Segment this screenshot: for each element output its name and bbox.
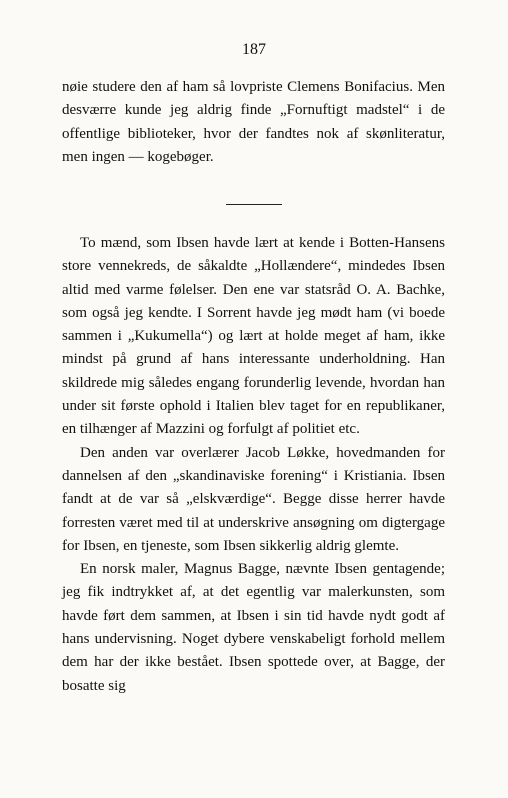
section-divider xyxy=(226,204,282,205)
paragraph-magnus-bagge: En norsk maler, Magnus Bagge, nævnte Ibsen gentagende; jeg fik indtrykket af, at det egentlig var malerkunsten, som havde ført dem sammen, at Ibsen i sin tid havde nydt godt af hans undervisning. Noget dybere venskabeligt forhold mellem dem har der ikke bestået. Ibsen spottede over, at Bagge, der bosatte sig xyxy=(62,561,445,694)
text-block-main xyxy=(62,232,445,698)
paragraph-jacob-lokke: Den anden var overlærer Jacob Løkke, hovedmanden for dannelsen af den „skandinaviske forening“ i Kristiania. Ibsen fandt at de var så „elskværdige“. Begge disse herrer havde forresten været med til at underskrive ansøgning om digtergage for Ibsen, en tjeneste, som Ibsen sikkerlig aldrig glemte. xyxy=(62,444,445,554)
text-block-top xyxy=(62,76,445,169)
paragraph-continued: nøie studere den af ham så lovpriste Clemens Bonifacius. Men desværre kunde jeg aldrig finde „Fornuftigt madstel“ i de offentlige biblioteker, hvor der fandtes nok af skønliteratur, men ingen — kogebøger. xyxy=(62,79,445,165)
page-number: 187 xyxy=(242,41,266,58)
paragraph-hollaendere: To mænd, som Ibsen havde lært at kende i Botten-Hansens store vennekreds, de såkaldte „Hollændere“, mindedes Ibsen altid med varme følelser. Den ene var statsråd O. A. Bachke, som også jeg kendte. I Sorrent havde jeg mødt ham (vi boede sammen i „Kukumella“) og lært at holde meget af ham, ikke mindst på grund af hans interessante underholdning. Han skildrede mig således engang forunderlig levende, hvordan han under sit første ophold i Italien blev taget for en republikaner, en tilhænger af Mazzini og forfulgt af politiet etc. xyxy=(62,235,445,438)
